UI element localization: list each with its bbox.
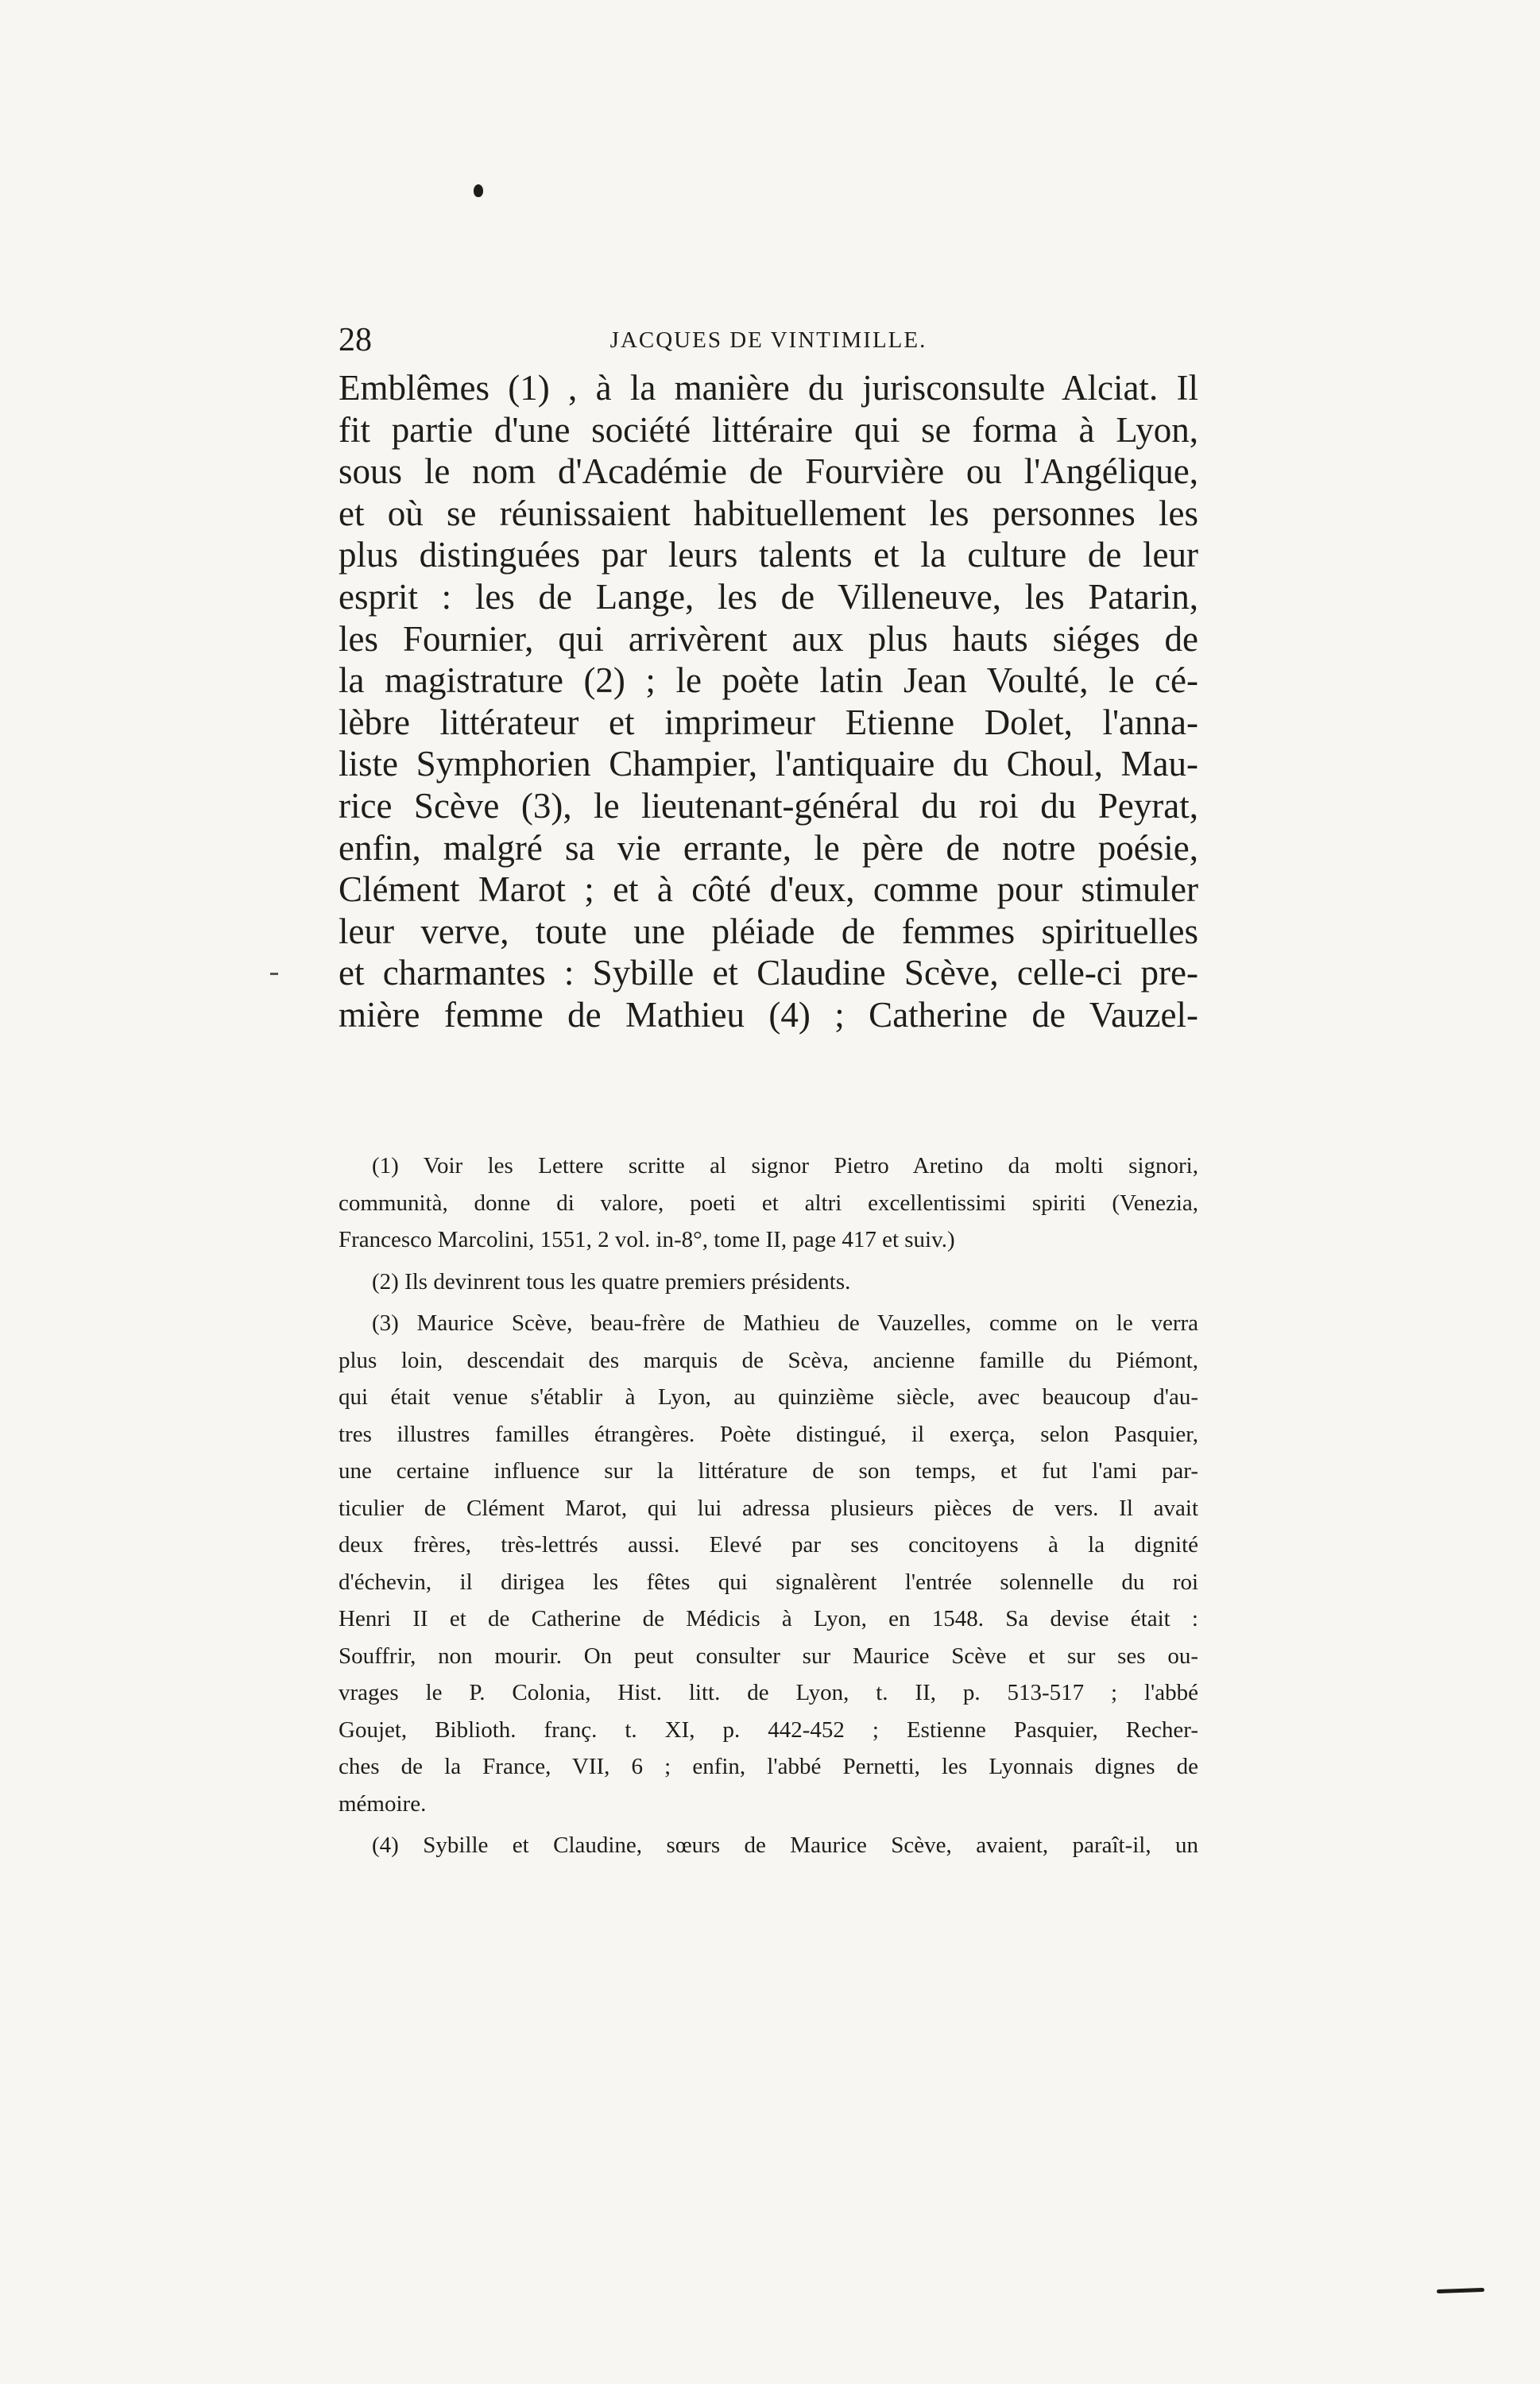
- body-text: [339, 367, 1198, 1036]
- footnote-3: [339, 1305, 1198, 1822]
- body-line: et charmantes : Sybille et Claudine Scève, celle-ci pre-: [339, 953, 1198, 993]
- body-line: rice Scève (3), le lieutenant-général du roi du Peyrat,: [339, 785, 1198, 826]
- ink-speck: [474, 184, 483, 197]
- footnotes: [339, 1147, 1198, 1864]
- footnote-line: (4) Sybille et Claudine, sœurs de Maurice Scève, avaient, paraît-il, un: [372, 1833, 1198, 1858]
- body-line: esprit : les de Lange, les de Villeneuve, les Patarin,: [339, 576, 1198, 617]
- footnote-line: (3) Maurice Scève, beau-frère de Mathieu de Vauzelles, comme on le verra: [372, 1310, 1198, 1336]
- body-line: liste Symphorien Champier, l'antiquaire du Choul, Mau-: [339, 744, 1198, 784]
- footnote-line: plus loin, descendait des marquis de Scèva, ancienne famille du Piémont,: [339, 1347, 1198, 1373]
- scan-edge-mark: [1437, 2288, 1484, 2293]
- body-line: Clément Marot ; et à côté d'eux, comme pour stimuler: [339, 869, 1198, 910]
- body-line: enfin, malgré sa vie errante, le père de notre poésie,: [339, 827, 1198, 868]
- body-line: Emblêmes (1) , à la manière du jurisconsulte Alciat. Il: [339, 368, 1198, 408]
- body-line: la magistrature (2) ; le poète latin Jean Voulté, le cé-: [339, 660, 1198, 701]
- footnote-line: d'échevin, il dirigea les fêtes qui signalèrent l'entrée solennelle du roi: [339, 1569, 1198, 1595]
- footnote-1: [339, 1147, 1198, 1259]
- footnote-line: ches de la France, VII, 6 ; enfin, l'abbé Pernetti, les Lyonnais dignes de: [339, 1754, 1198, 1779]
- page-number: 28: [339, 322, 372, 358]
- footnote-line: deux frères, très-lettrés aussi. Elevé par ses concitoyens à la dignité: [339, 1532, 1198, 1558]
- footnote-4: [339, 1827, 1198, 1864]
- footnote-line: vrages le P. Colonia, Hist. litt. de Lyon, t. II, p. 513-517 ; l'abbé: [339, 1680, 1198, 1705]
- footnote-2: [339, 1264, 1198, 1301]
- footnote-line: Henri II et de Catherine de Médicis à Lyon, en 1548. Sa devise était :: [339, 1606, 1198, 1631]
- body-line: leur verve, toute une pléiade de femmes spirituelles: [339, 911, 1198, 951]
- body-line: fit partie d'une société littéraire qui se forma à Lyon,: [339, 409, 1198, 450]
- footnote-line: Souffrir, non mourir. On peut consulter sur Maurice Scève et sur ses ou-: [339, 1643, 1198, 1669]
- footnote-line: (2) Ils devinrent tous les quatre premiers présidents.: [372, 1268, 851, 1295]
- body-line: lèbre littérateur et imprimeur Etienne Dolet, l'anna-: [339, 702, 1198, 742]
- body-line: les Fournier, qui arrivèrent aux plus hauts siéges de: [339, 618, 1198, 659]
- page-header: [339, 316, 1198, 364]
- margin-mark: [270, 973, 278, 975]
- footnote-line: (1) Voir les Lettere scritte al signor Pietro Aretino da molti signori,: [372, 1153, 1198, 1178]
- footnote-line: tres illustres familles étrangères. Poète distingué, il exerça, selon Pasquier,: [339, 1421, 1198, 1447]
- footnote-line: Goujet, Biblioth. franç. t. XI, p. 442-452 ; Estienne Pasquier, Recher-: [339, 1716, 1198, 1743]
- body-line: et où se réunissaient habituellement les personnes les: [339, 493, 1198, 533]
- body-line: mière femme de Mathieu (4) ; Catherine de Vauzel-: [339, 994, 1198, 1035]
- body-line: plus distinguées par leurs talents et la culture de leur: [339, 535, 1198, 575]
- footnote-line: ticulier de Clément Marot, qui lui adressa plusieurs pièces de vers. Il avait: [339, 1495, 1198, 1521]
- footnote-line: mémoire.: [339, 1790, 427, 1817]
- footnote-line: une certaine influence sur la littérature de son temps, et fut l'ami par-: [339, 1458, 1198, 1484]
- running-title: JACQUES DE VINTIMILLE.: [609, 327, 927, 353]
- footnote-line: communità, donne di valore, poeti et altri excellentissimi spiriti (Venezia,: [339, 1190, 1198, 1216]
- footnote-line: Francesco Marcolini, 1551, 2 vol. in-8°, tome II, page 417 et suiv.): [339, 1227, 955, 1252]
- body-line: sous le nom d'Académie de Fourvière ou l'Angélique,: [339, 451, 1198, 492]
- footnote-line: qui était venue s'établir à Lyon, au quinzième siècle, avec beaucoup d'au-: [339, 1384, 1198, 1410]
